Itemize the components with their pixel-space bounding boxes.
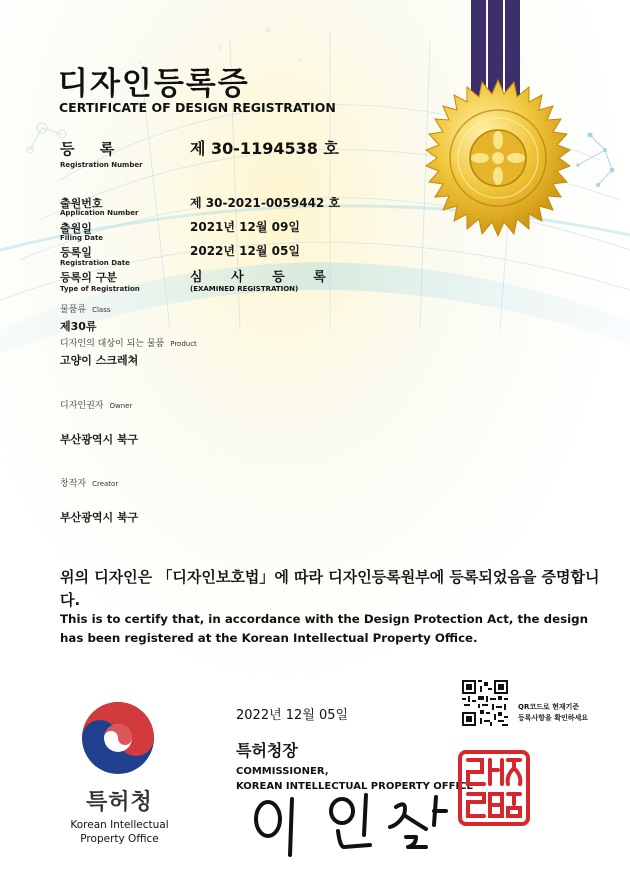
- registration-type-label-en: Type of Registration: [60, 285, 140, 293]
- qr-code-icon[interactable]: [462, 680, 508, 726]
- owner-value: 부산광역시 북구: [60, 433, 139, 446]
- commissioner-title-en-line1: COMMISSIONER,: [236, 766, 329, 777]
- registration-number-value: 제 30-1194538 호: [190, 139, 339, 158]
- qr-note-line2: 등록사항을 확인하세요: [518, 714, 589, 722]
- application-number-label: 출원번호: [60, 197, 103, 210]
- certification-statement-kr: 위의 디자인은 「디자인보호법」에 따라 디자인등록원부에 등록되었음을 증명합니다.: [60, 568, 600, 609]
- registration-type-label: 등록의 구분: [60, 271, 117, 284]
- office-name-en-line1: Korean Intellectual: [70, 819, 169, 831]
- creator-label: [60, 476, 118, 489]
- owner-label-kr: 디자인권자: [60, 401, 104, 411]
- registration-date-label: 등록일: [60, 246, 92, 259]
- certificate-title: 디자인등록증: [58, 66, 250, 102]
- class-label-en: Class: [92, 306, 111, 314]
- product-value: 고양이 스크레쳐: [60, 354, 139, 367]
- product-label-en: Product: [170, 340, 197, 348]
- issue-date: 2022년 12월 05일: [236, 708, 349, 723]
- creator-label-kr: 창작자: [60, 479, 87, 489]
- qr-note-line1: QR코드로 현재기준: [518, 703, 580, 711]
- certification-statement-en: This is to certify that, in accordance with the Design Protection Act, the design has been registered at the Korean Intellectual Property Office.: [60, 612, 588, 645]
- owner-label-en: Owner: [109, 402, 133, 410]
- creator-value: 부산광역시 북구: [60, 511, 139, 524]
- office-name-en-line2: Property Office: [80, 833, 159, 845]
- certificate-subtitle: CERTIFICATE OF DESIGN REGISTRATION: [59, 100, 336, 115]
- registration-date-value: 2022년 12월 05일: [190, 244, 300, 258]
- application-number-value: 제 30-2021-0059442 호: [190, 196, 341, 210]
- registration-type-value: 심 사 등 록: [190, 270, 338, 285]
- filing-date-label-en: Filing Date: [60, 234, 104, 242]
- owner-label: [60, 398, 132, 411]
- qr-note: [518, 702, 588, 724]
- application-number-label-en: Application Number: [60, 209, 139, 217]
- class-label-kr: 물품류: [60, 305, 87, 315]
- handwritten-signature: [240, 785, 450, 860]
- kipo-taegeuk-logo-icon: [80, 700, 156, 776]
- gold-emblem-seal-icon: [418, 78, 578, 238]
- registration-number-label-en: Registration Number: [60, 161, 143, 169]
- product-label: [60, 336, 197, 349]
- class-value: 제30류: [60, 320, 97, 333]
- registration-type-value-en: (EXAMINED REGISTRATION): [190, 285, 299, 293]
- commissioner-title-en-line2: KOREAN INTELLECTUAL PROPERTY OFFICE: [236, 781, 474, 792]
- office-name-kr: 특허청: [86, 790, 153, 815]
- office-name-en: [62, 818, 177, 846]
- filing-date-value: 2021년 12월 09일: [190, 220, 300, 234]
- class-label: [60, 302, 111, 315]
- filing-date-label: 출원일: [60, 222, 92, 235]
- commissioner-title-kr: 특허청장: [236, 741, 298, 760]
- product-label-kr: 디자인의 대상이 되는 물품: [60, 339, 165, 349]
- red-official-seal-icon: [458, 750, 530, 826]
- registration-date-label-en: Registration Date: [60, 259, 130, 267]
- registration-number-label: 등 록: [60, 140, 125, 158]
- creator-label-en: Creator: [92, 480, 119, 488]
